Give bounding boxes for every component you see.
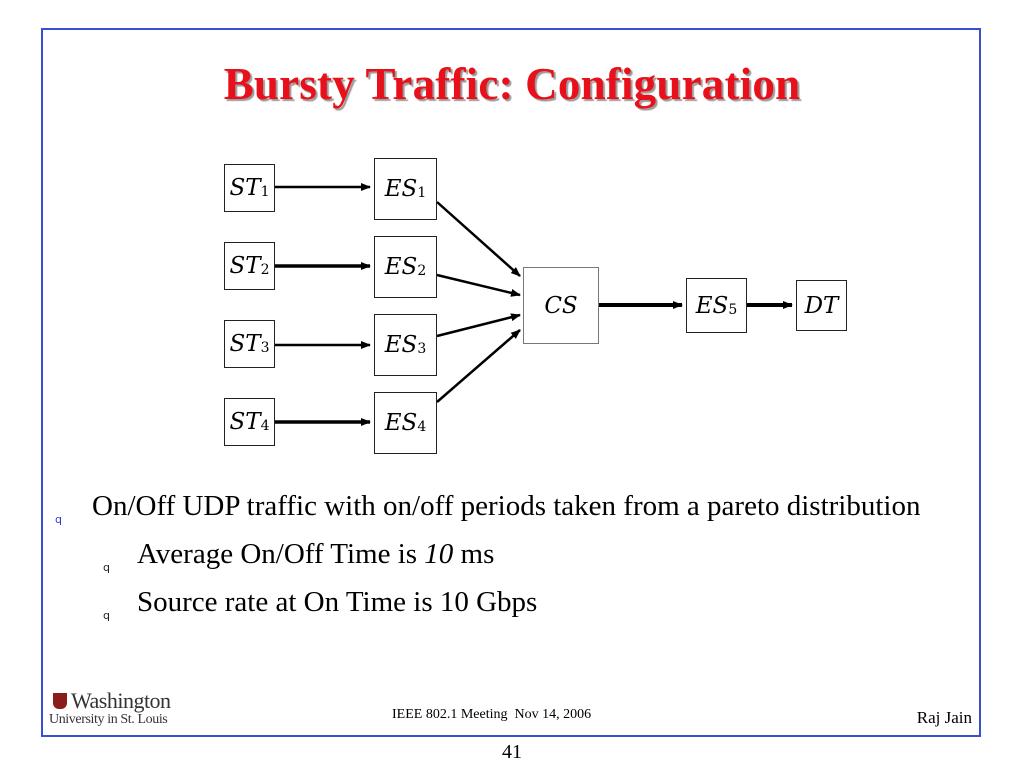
arrow-es4-cs [437, 330, 520, 402]
st2-label: ST [229, 253, 261, 279]
arrow-es1-cs [437, 202, 520, 276]
st1-label: ST [229, 175, 261, 201]
bullet-average-text: Average On/Off Time is [137, 538, 425, 570]
arrow-es3-cs [437, 315, 520, 336]
dt-label: DT [804, 292, 839, 319]
st4-node [224, 398, 275, 446]
st1-node [224, 164, 275, 212]
es5-subscript: 5 [728, 301, 738, 318]
st3-subscript: 3 [260, 340, 270, 356]
bullet-list [55, 488, 935, 620]
arrow-es2-cs [437, 275, 520, 295]
bullet-item-main [55, 488, 935, 524]
st2-node [224, 242, 275, 290]
es4-subscript: 4 [417, 419, 427, 435]
footer-author: Raj Jain [916, 708, 972, 727]
slide-title: Bursty Traffic: Configuration [223, 59, 801, 109]
shield-icon [53, 693, 67, 709]
st4-label: ST [229, 409, 261, 435]
es3-label: ES [384, 332, 418, 358]
cs-node [523, 267, 599, 344]
es1-subscript: 1 [417, 185, 427, 201]
bullet-glyph: q [55, 513, 62, 526]
es2-label: ES [384, 254, 418, 280]
bullet-glyph: q [103, 561, 110, 574]
bullet-rate-text: Source rate at On Time is 10 Gbps [137, 586, 538, 618]
st1-subscript: 1 [260, 184, 270, 200]
bullet-item-average [55, 536, 935, 572]
es3-subscript: 3 [417, 341, 427, 357]
es2-subscript: 2 [417, 263, 427, 279]
es3-node [374, 314, 437, 376]
st3-node [224, 320, 275, 368]
es4-node [374, 392, 437, 454]
page-number: 41 [502, 741, 522, 763]
es4-label: ES [384, 410, 418, 436]
bullet-item-rate [55, 584, 935, 620]
es1-node [374, 158, 437, 220]
logo-line2: University in St. Louis [49, 712, 168, 727]
es5-node [686, 278, 747, 333]
st2-subscript: 2 [260, 262, 270, 278]
bullet-main-text: On/Off UDP traffic with on/off periods taken from a pareto distribution [92, 490, 921, 522]
university-logo [49, 688, 189, 732]
logo-line1-text: Washington [71, 688, 171, 713]
logo-line1 [53, 688, 171, 714]
bullet-glyph: q [103, 609, 110, 622]
dt-node [796, 280, 847, 331]
es5-label: ES [695, 292, 729, 319]
footer-meeting: IEEE 802.1 Meeting Nov 14, 2006 [392, 707, 592, 722]
network-diagram [215, 150, 865, 460]
st4-subscript: 4 [260, 418, 270, 434]
es2-node [374, 236, 437, 298]
st3-label: ST [229, 331, 261, 357]
bullet-average-unit: ms [453, 538, 495, 570]
es1-label: ES [384, 176, 418, 202]
cs-label: CS [544, 292, 578, 319]
bullet-average-value: 10 [424, 538, 454, 570]
